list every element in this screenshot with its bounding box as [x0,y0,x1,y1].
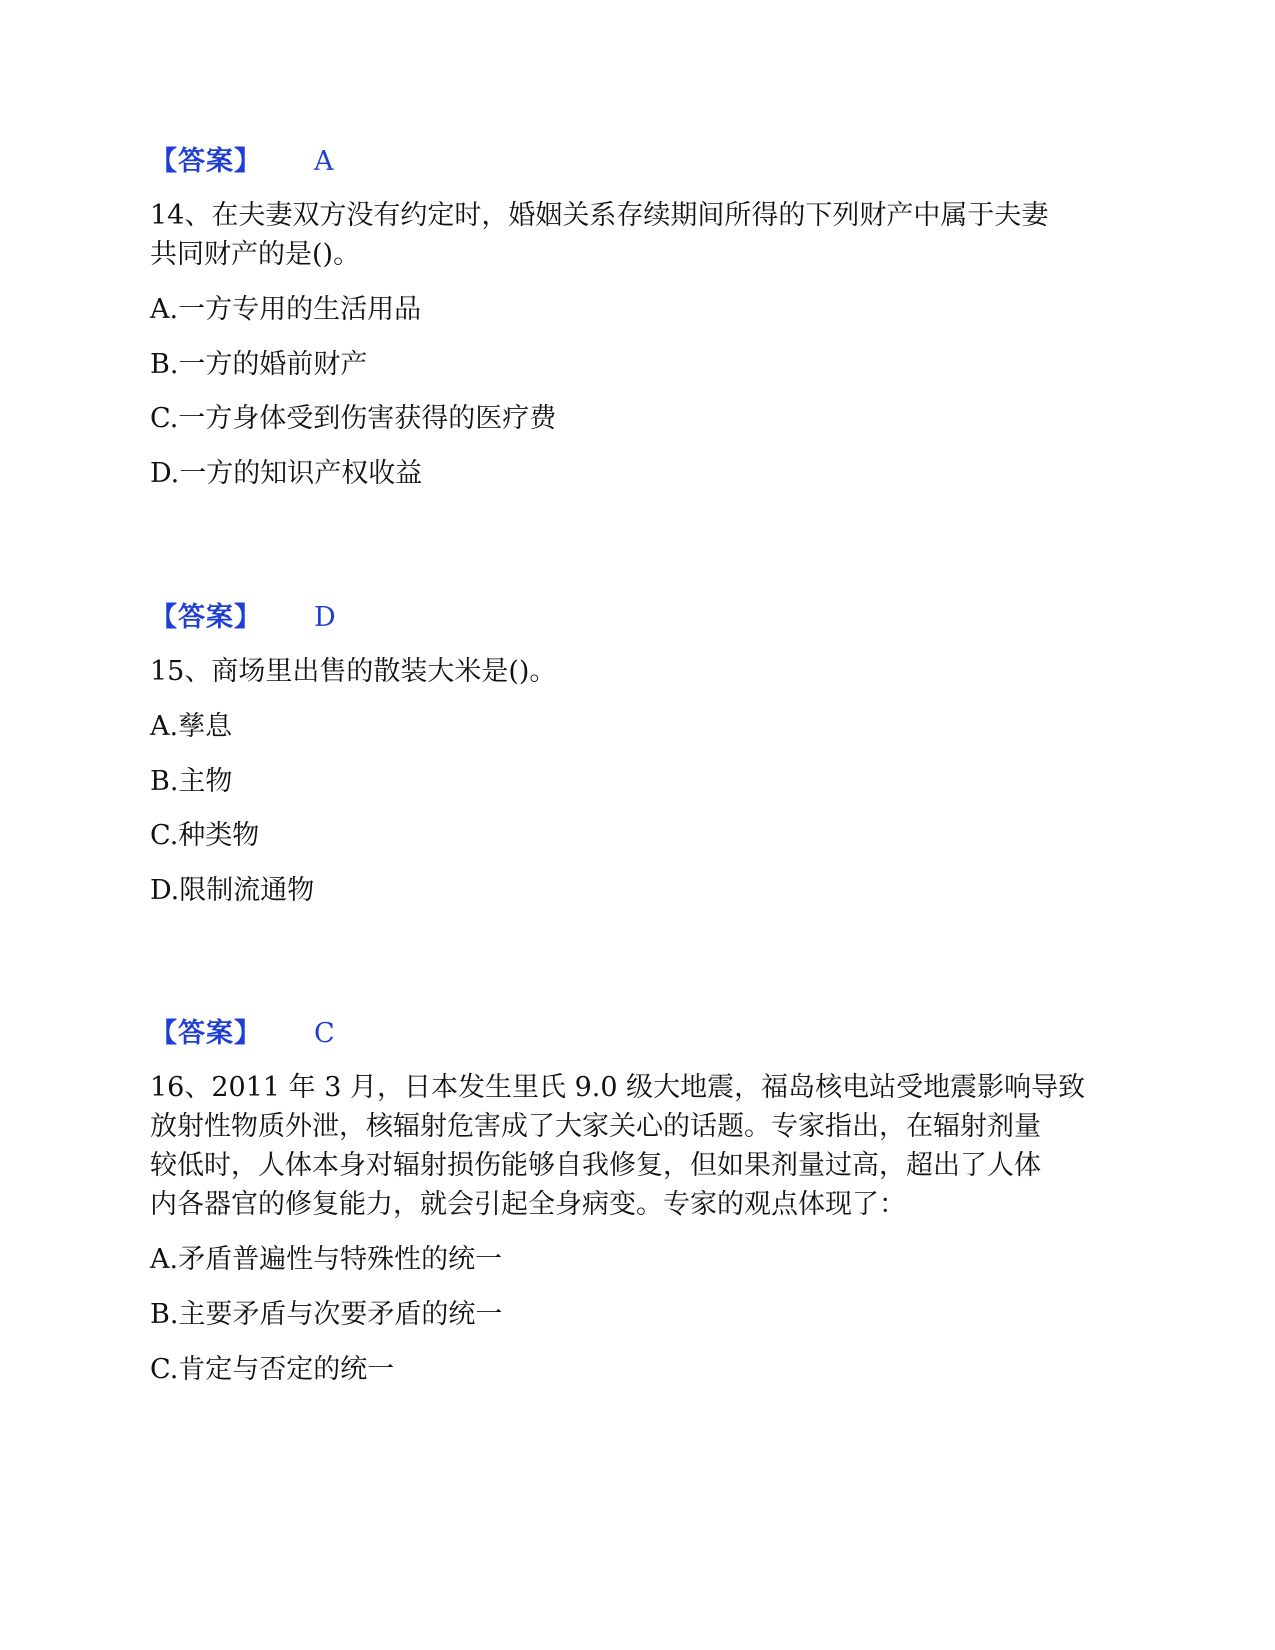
question-16-line-1: 16、2011 年 3 月，日本发生里氏 9.0 级大地震，福岛核电站受地震影响导致 [150,1072,1086,1103]
question-16-line-2: 放射性物质外泄，核辐射危害成了大家关心的话题。专家指出，在辐射剂量 [150,1111,1041,1142]
question-14-option-a: A.一方专用的生活用品 [150,294,422,325]
answer-value: D [314,602,336,633]
question-15-option-b: B.主物 [150,766,233,797]
question-15-line-1: 15、商场里出售的散装大米是()。 [150,656,557,687]
question-15-option-a: A.孳息 [150,711,233,742]
question-15-option-c: C.种类物 [150,820,260,851]
question-14-option-c: C.一方身体受到伤害获得的医疗费 [150,403,557,434]
question-16-option-a: A.矛盾普遍性与特殊性的统一 [150,1244,503,1275]
answer-label: 【答案】 [150,1018,262,1049]
answer-line [150,598,336,638]
answer-label: 【答案】 [150,146,262,177]
question-14-option-b: B.一方的婚前财产 [150,349,368,380]
question-16-line-4: 内各器官的修复能力，就会引起全身病变。专家的观点体现了： [150,1189,906,1220]
question-16-line-3: 较低时，人体本身对辐射损伤能够自我修复，但如果剂量过高，超出了人体 [150,1150,1041,1181]
answer-value: A [314,146,334,177]
question-14-line-1: 14、在夫妻双方没有约定时，婚姻关系存续期间所得的下列财产中属于夫妻 [150,200,1049,231]
answer-value: C [314,1018,335,1049]
answer-label: 【答案】 [150,602,262,633]
question-14-line-2: 共同财产的是()。 [150,239,361,270]
question-16-option-b: B.主要矛盾与次要矛盾的统一 [150,1299,503,1330]
answer-line [150,142,334,182]
answer-line [150,1014,335,1054]
question-15-option-d: D.限制流通物 [150,875,315,906]
question-14-option-d: D.一方的知识产权收益 [150,458,423,489]
question-16-option-c: C.肯定与否定的统一 [150,1354,395,1385]
